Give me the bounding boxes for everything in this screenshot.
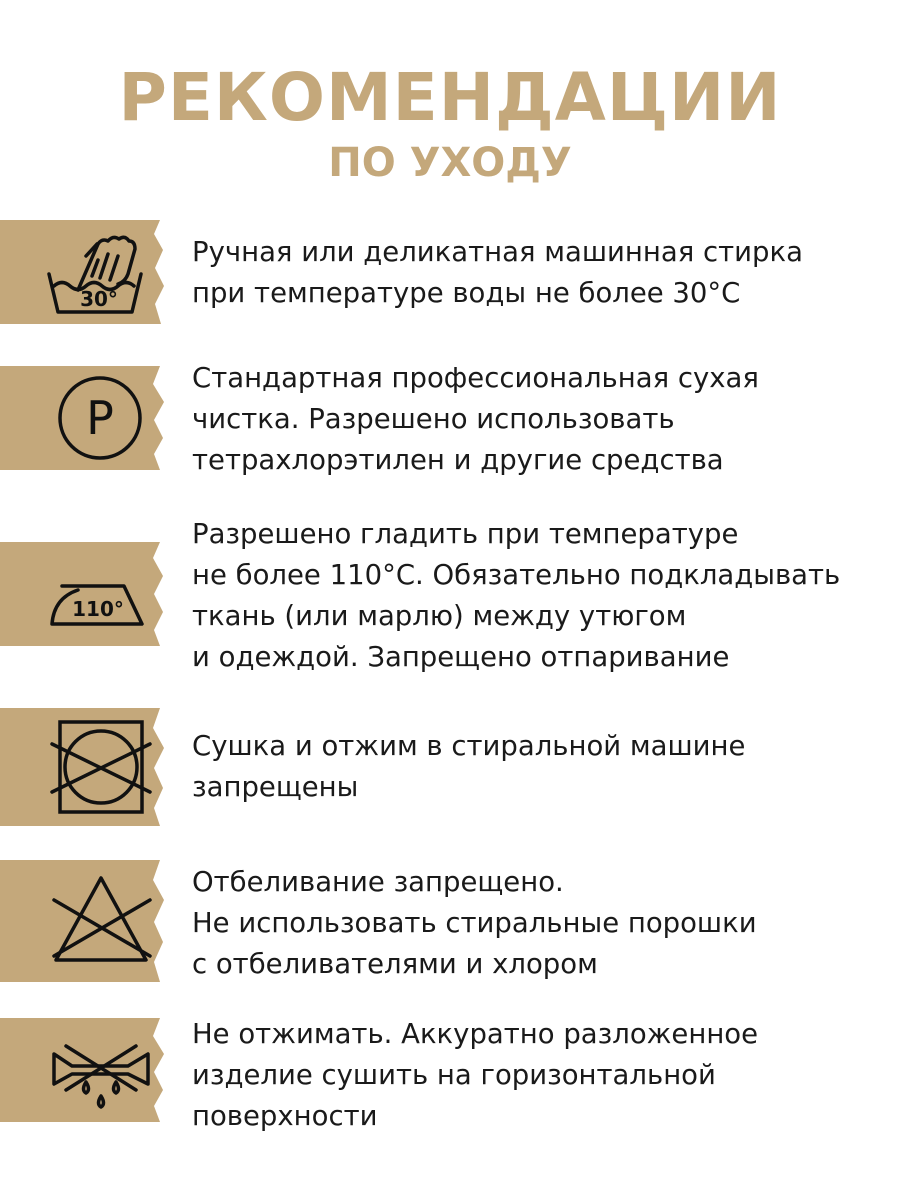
care-text: Ручная или деликатная машинная стирка при температуре воды не более 30°С (192, 236, 803, 309)
no-bleach-icon (0, 860, 170, 982)
care-text: Не отжимать. Аккуратно разложенное изделие сушить на горизонтальной поверхности (192, 1018, 759, 1132)
page-subtitle: ПО УХОДУ (328, 140, 572, 186)
care-item-hand-wash (0, 220, 900, 324)
temperature-30-label: 30° (80, 287, 118, 311)
care-item-dry-clean (0, 362, 900, 476)
iron-110-icon (0, 542, 170, 646)
care-text: Разрешено гладить при температуре не более 110°С. Обязательно подкладывать ткань (или марлю) между утюгом и одеждой. Запрещено отпаривание (192, 518, 841, 673)
page-title: РЕКОМЕНДАЦИИ (118, 59, 782, 136)
care-item-iron (0, 518, 900, 673)
dry-clean-letter: P (86, 391, 114, 445)
care-item-no-tumble-dry (0, 708, 900, 826)
no-wring-icon (0, 1018, 170, 1122)
no-tumble-dry-icon (0, 708, 170, 826)
temperature-110-label: 110° (72, 597, 124, 621)
hand-wash-30-icon (0, 220, 170, 324)
care-item-no-wring (0, 1018, 900, 1132)
care-text: Сушка и отжим в стиральной машине запрещены (192, 730, 746, 803)
care-text: Отбеливание запрещено. Не использовать стиральные порошки с отбеливателями и хлором (192, 866, 757, 980)
dry-clean-p-icon (0, 366, 170, 470)
care-item-no-bleach (0, 860, 900, 982)
care-text: Стандартная профессиональная сухая чистка. Разрешено использовать тетрахлорэтилен и другие средства (192, 362, 759, 476)
